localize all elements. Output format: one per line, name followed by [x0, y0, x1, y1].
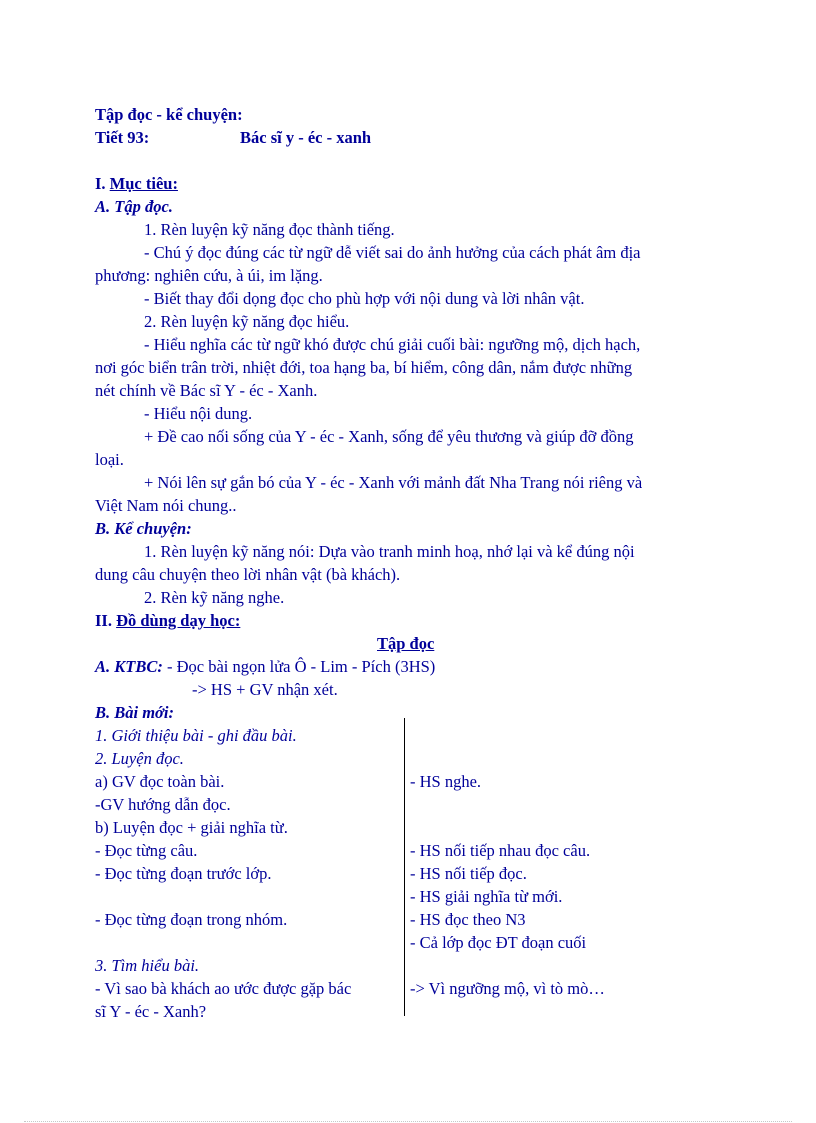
objective-line: nơi góc biển trân trời, nhiệt đới, toa hạng ba, bí hiểm, công dân, nắm được những [95, 358, 633, 377]
teacher-step: b) Luyện đọc + giải nghĩa từ. [95, 818, 288, 837]
materials-heading: II. Đồ dùng dạy học: [95, 611, 241, 630]
objective-line: 2. Rèn kỹ năng nghe. [144, 588, 285, 607]
teacher-step: sĩ Y - éc - Xanh? [95, 1002, 207, 1021]
objective-line: + Nói lên sự gắn bó của Y - éc - Xanh với mảnh đất Nha Trang nói riêng và [144, 473, 643, 492]
objectives-heading: I. Mục tiêu: [95, 174, 178, 193]
page-bottom-border [24, 1121, 792, 1122]
student-activity: - HS nối tiếp nhau đọc câu. [410, 841, 591, 860]
objective-line: Việt Nam nói chung.. [95, 496, 237, 515]
student-activity: - HS nghe. [410, 772, 482, 791]
teacher-step: - Vì sao bà khách ao ước được gặp bác [95, 979, 352, 998]
ktbc-line: A. KTBC: - Đọc bài ngọn lửa Ô - Lim - Pích (3HS) [95, 657, 436, 676]
student-activity: - Cả lớp đọc ĐT đoạn cuối [410, 933, 587, 952]
ktbc-note: -> HS + GV nhận xét. [192, 680, 338, 699]
objective-line: - Hiểu nghĩa các từ ngữ khó được chú giải cuối bài: ngưỡng mộ, dịch hạch, [144, 335, 641, 354]
reading-subheading: A. Tập đọc. [95, 197, 173, 216]
teacher-step: 2. Luyện đọc. [95, 749, 184, 768]
teacher-step: - Đọc từng đoạn trước lớp. [95, 864, 272, 883]
subject-title: Tập đọc - kể chuyện: [95, 105, 243, 124]
objective-line: - Chú ý đọc đúng các từ ngữ dễ viết sai do ảnh hưởng của cách phát âm địa [144, 243, 641, 262]
objective-line: 2. Rèn luyện kỹ năng đọc hiểu. [144, 312, 350, 331]
teacher-step: a) GV đọc toàn bài. [95, 772, 225, 791]
objective-line: + Đề cao nối sống của Y - éc - Xanh, sống để yêu thương và giúp đỡ đồng [144, 427, 634, 446]
teacher-step: 3. Tìm hiểu bài. [95, 956, 200, 975]
objective-line: 1. Rèn luyện kỹ năng nói: Dựa vào tranh minh hoạ, nhớ lại và kể đúng nội [144, 542, 635, 561]
storytelling-subheading: B. Kể chuyện: [95, 519, 192, 538]
objective-line: - Biết thay đổi dọng đọc cho phù hợp với nội dung và lời nhân vật. [144, 289, 585, 308]
teacher-step: 1. Giới thiệu bài - ghi đầu bài. [95, 726, 297, 745]
teacher-step: - Đọc từng đoạn trong nhóm. [95, 910, 288, 929]
student-activity: - HS giải nghĩa từ mới. [410, 887, 563, 906]
objective-line: 1. Rèn luyện kỹ năng đọc thành tiếng. [144, 220, 395, 239]
objective-line: loại. [95, 450, 124, 469]
lesson-title: Bác sĩ y - éc - xanh [240, 128, 372, 147]
objective-line: dung câu chuyện theo lời nhân vật (bà khách). [95, 565, 401, 584]
new-lesson-heading: B. Bài mới: [95, 703, 174, 722]
objective-line: nét chính về Bác sĩ Y - éc - Xanh. [95, 381, 318, 400]
objective-line: phương: nghiên cứu, à úi, im lặng. [95, 266, 323, 285]
objective-line: - Hiểu nội dung. [144, 404, 253, 423]
student-activity: -> Vì ngưỡng mộ, vì tò mò… [410, 979, 605, 998]
student-activity: - HS đọc theo N3 [410, 910, 526, 929]
teacher-step: -GV hướng dẫn đọc. [95, 795, 231, 814]
center-title: Tập đọc [377, 634, 435, 653]
student-activity: - HS nối tiếp đọc. [410, 864, 527, 883]
lesson-number: Tiết 93: [95, 128, 150, 147]
teacher-step: - Đọc từng câu. [95, 841, 198, 860]
column-divider [404, 718, 405, 1016]
